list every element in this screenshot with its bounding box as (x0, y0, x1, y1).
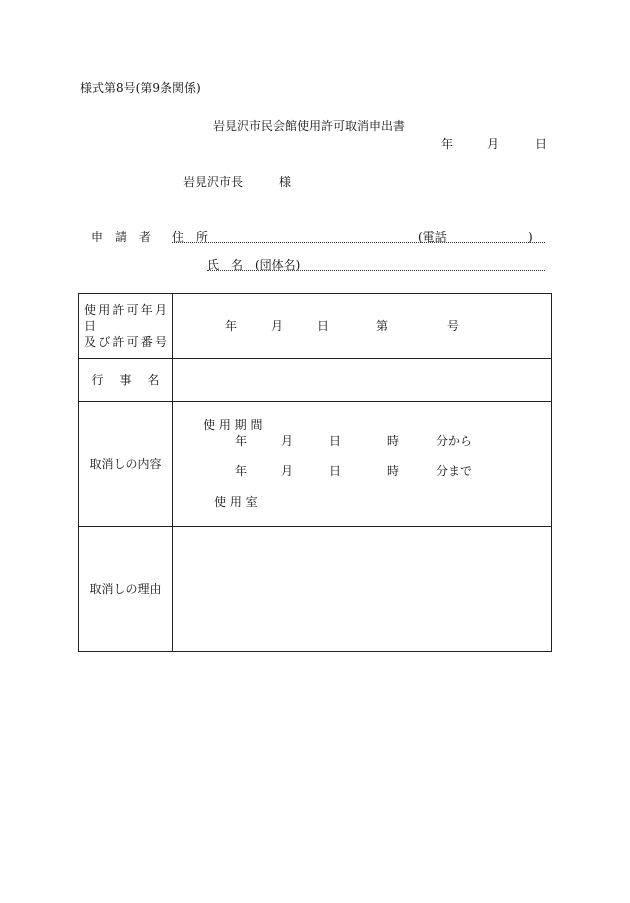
reason-row (79, 526, 551, 651)
permit-number-suffix: 号 (447, 319, 460, 333)
phone-close-paren: ) (528, 230, 533, 244)
permit-row (79, 294, 551, 358)
event-value-cell (173, 359, 551, 401)
reason-label-cell (79, 527, 173, 651)
form-title: 岩見沢市民会館使用許可取消申出書 (213, 119, 406, 133)
details-value-cell (173, 402, 551, 526)
to-hour-label: 時 (387, 464, 400, 478)
permit-label-line1: 使用許可年月日 (84, 303, 167, 333)
reason-value-cell (173, 527, 551, 651)
date-day-label: 日 (535, 137, 548, 151)
address-label: 住 所 (172, 230, 209, 244)
from-month-label: 月 (281, 434, 294, 448)
from-minute-label: 分から (436, 434, 473, 448)
phone-label: (電話 (418, 230, 447, 244)
permit-number-prefix: 第 (376, 319, 389, 333)
details-label: 取消しの内容 (89, 457, 162, 471)
name-dotted-line (207, 270, 545, 271)
details-label-cell (79, 402, 173, 526)
usage-period-label: 使 用 期 間 (203, 418, 263, 432)
form-number: 様式第8号(第9条関係) (80, 81, 201, 95)
date-year-label: 年 (441, 137, 454, 151)
name-label: 氏 名 (団体名) (207, 258, 301, 272)
reason-label: 取消しの理由 (89, 582, 162, 596)
cancellation-form-table (78, 293, 552, 652)
event-row (79, 358, 551, 401)
permit-month-label: 月 (271, 319, 284, 333)
from-year-label: 年 (235, 434, 248, 448)
details-row (79, 401, 551, 526)
address-dotted-line (172, 242, 545, 243)
from-day-label: 日 (329, 434, 342, 448)
permit-year-label: 年 (225, 319, 238, 333)
to-day-label: 日 (329, 464, 342, 478)
from-hour-label: 時 (387, 434, 400, 448)
to-year-label: 年 (235, 464, 248, 478)
usage-room-label: 使 用 室 (214, 495, 258, 509)
permit-day-label: 日 (317, 319, 330, 333)
to-month-label: 月 (281, 464, 294, 478)
date-month-label: 月 (487, 137, 500, 151)
applicant-label: 申 請 者 (91, 230, 152, 244)
permit-value-cell (173, 294, 551, 358)
event-label-cell (79, 359, 173, 401)
addressee-honorific: 様 (279, 175, 292, 189)
to-minute-label: 分まで (436, 464, 473, 478)
permit-label-cell (79, 294, 173, 358)
event-label: 行 事 名 (91, 373, 162, 387)
addressee-name: 岩見沢市長 (183, 175, 244, 189)
permit-label-line2: 及び許可番号 (84, 335, 167, 349)
